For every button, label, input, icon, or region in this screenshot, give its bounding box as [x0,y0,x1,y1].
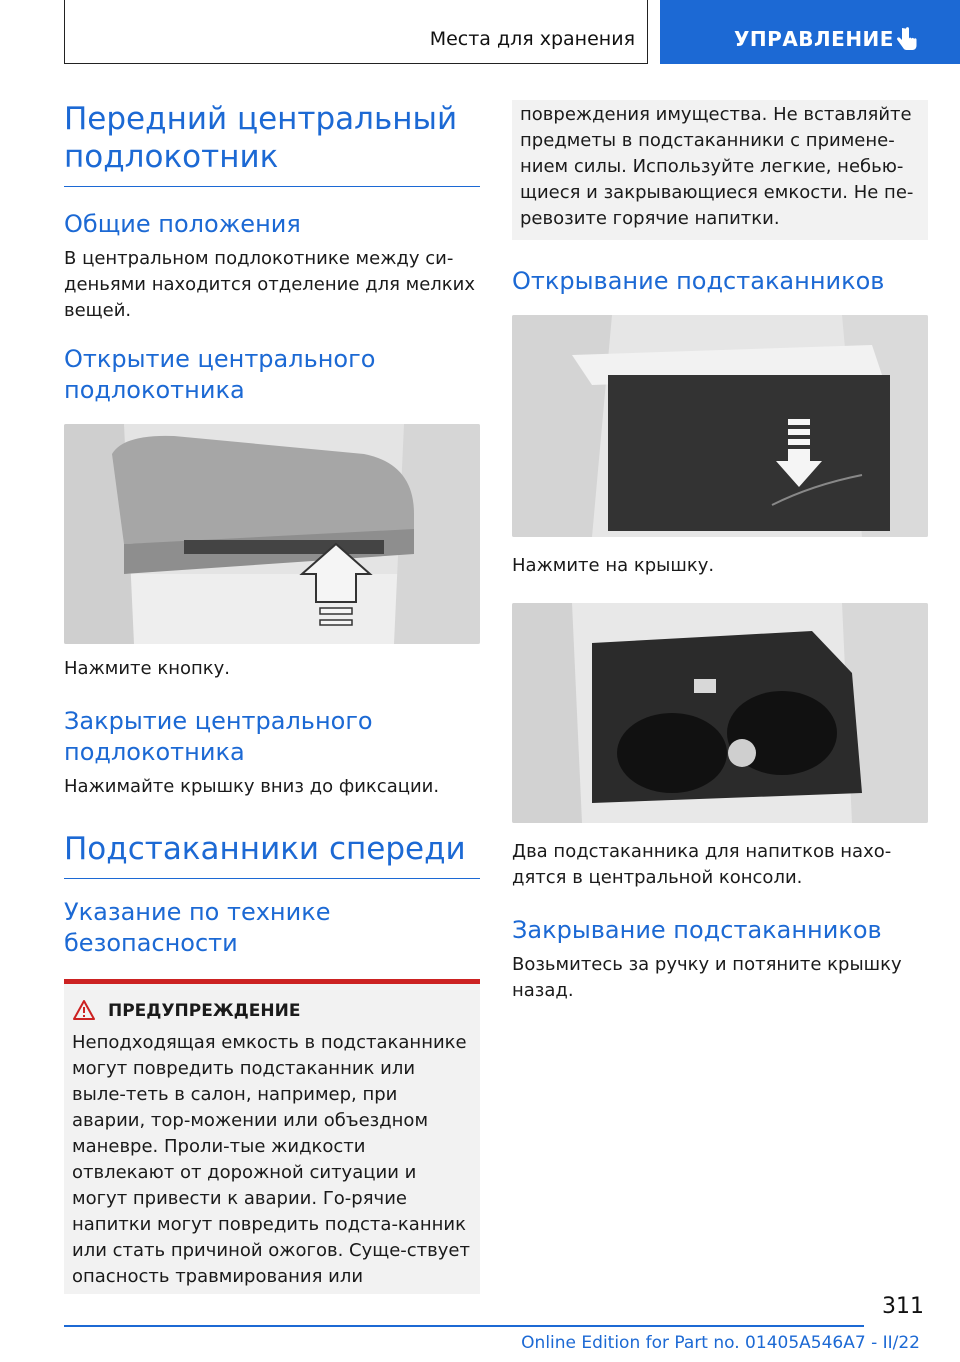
page-number: 311 [882,1294,924,1319]
footer-rule [64,1325,864,1327]
caption-press-button: Нажмите кнопку. [64,658,231,679]
cupholders-open-photo [512,603,928,823]
right-column [512,100,928,1004]
heading-front-armrest: Передний центральный подлокотник [64,100,480,187]
header-chapter-title: УПРАВЛЕНИЕ [734,27,894,51]
header-chapter-tab [660,0,960,64]
warning-continuation-text: повреждения имущества. Не вставляйте предметы в подстаканники с примене-нием силы. Используйте легкие, небью-щиеся и закрывающиеся емкости. Не пе-ревозите горячие напитки. [520,104,914,229]
pointing-hand-icon [896,26,918,52]
warning-triangle-icon [72,999,96,1021]
caption-press-lid: Нажмите на крышку. [512,555,715,576]
heading-close-cupholders: Закрывание подстаканников [512,916,882,944]
left-column [64,100,480,1294]
text-general: В центральном подлокотнике между си-деньями находится отделение для мелких вещей. [64,248,476,321]
warning-box [64,979,480,1294]
warning-title: ПРЕДУПРЕЖДЕНИЕ [108,1001,301,1021]
heading-general: Общие положения [64,210,301,238]
heading-open-cupholders: Открывание подстаканников [512,267,885,295]
header-section-title: Места для хранения [429,28,635,50]
cupholder-lid-photo [512,315,928,537]
warning-continuation-box [512,100,928,240]
heading-open-armrest: Открытие центрального подлокотника [64,345,376,404]
armrest-photo [64,424,480,644]
text-close-cupholders: Возьмитесь за ручку и потяните крышку назад. [512,954,902,1001]
warning-text: Неподходящая емкость в подстаканнике могут повредить подстаканник или выле-теть в салон, например, при аварии, тор-можении или объездном маневре. Проли-тые жидкости отвлекают от дорожной ситуации и могут привести к аварии. Го-рячие напитки могут повредить подста-канник или стать причиной ожогов. Суще-ствует опасность травмирования или [72,1032,470,1287]
heading-close-armrest: Закрытие центрального подлокотника [64,707,373,766]
header-section-box [64,0,648,64]
text-close-armrest: Нажимайте крышку вниз до фиксации. [64,776,440,797]
heading-safety: Указание по технике безопасности [64,898,331,957]
heading-front-cupholders: Подстаканники спереди [64,830,480,879]
footer-edition: Online Edition for Part no. 01405A546A7 - II/22 [521,1333,920,1353]
caption-two-cupholders: Два подстаканника для напитков нахо-дятся в центральной консоли. [512,841,892,888]
